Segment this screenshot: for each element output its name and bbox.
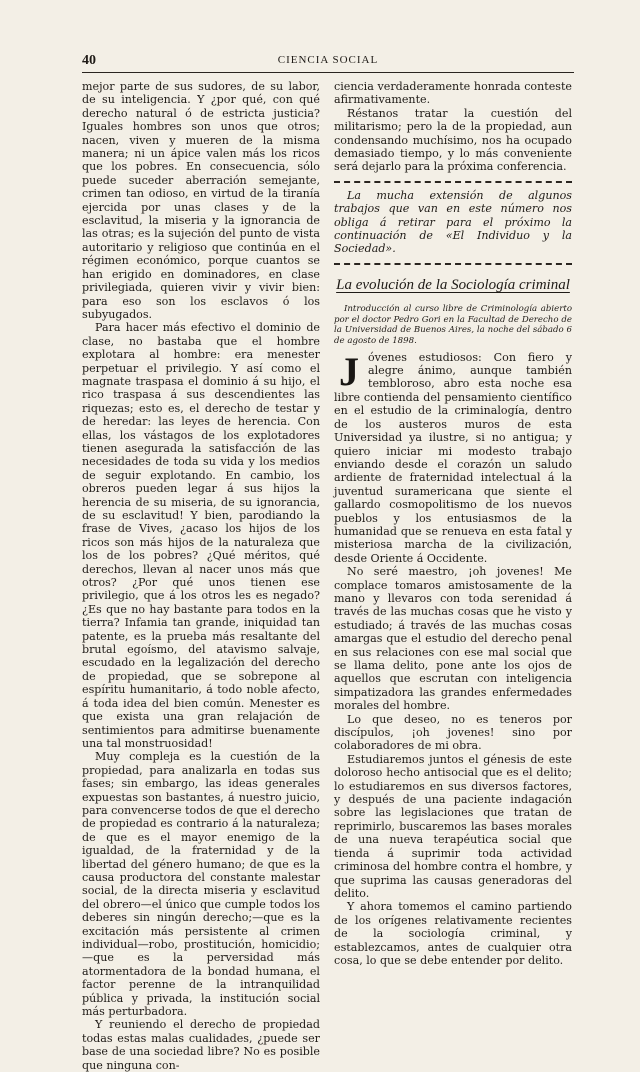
left-paragraph-2: Para hacer más efectivo el dominio de clase, no bastaba que el hombre explotara al hombre: era menester perpetuar el privilegio. Y así como el magnate traspasa el dominio á su hijo, el rico traspasa á sus descendientes las riquezas; esto es, el derecho de testar y de heredar: las leyes de herencia. Con ellas, los vástagos de los explotadores tienen asegurada la satisfacción de las necesidades de toda su vida y los medios de seguir explotando. En cambio, los obreros pueden legar á sus hijos la herencia de su miseria, de su ignorancia, de su esclavitud! Y bien, parodiando la frase de Vives, ¿acaso los hijos de los ricos son más hijos de la naturaleza que los de los pobres? ¿Qué méritos, qué derechos, llevan al nacer unos más que otros? ¿Por qué unos tienen ese privilegio, que á los otros les es negado? ¿Es que no hay bastante para todos en la tierra? Infamia tan grande, iniquidad tan patente, es la prueba más resaltante del brutal egoísmo, del atavismo salvaje, escudado en la legalización del derecho de propiedad, que se sobrepone al espíritu humanitario, á todo noble afecto, á toda idea del bien común. Menester es que exista una gran relajación de sentimientos para admitirse buenamente una tal monstruosidad! bbox=[82, 321, 320, 750]
left-column bbox=[82, 80, 320, 1072]
section-paragraph-3: Lo que deseo, no es teneros por discípulos, ¡oh jovenes! sino por colaboradores de mi obra. bbox=[334, 712, 572, 753]
running-title: CIENCIA SOCIAL bbox=[277, 54, 379, 66]
dashed-divider-bottom bbox=[334, 263, 572, 265]
editorial-notice bbox=[334, 189, 572, 256]
section-paragraph-5: Y ahora tomemos el camino partiendo de los orígenes relativamente recientes de la sociología criminal, y establezcamos, antes de cualquier otra cosa, lo que se debe entender por delito. bbox=[334, 900, 572, 967]
page-number: 40 bbox=[82, 53, 96, 68]
notice-text: La mucha extensión de algunos trabajos que van en este número nos obliga á retirar para el próximo la continuación de «El Individuo y la Sociedad». bbox=[334, 188, 572, 256]
drop-cap: J bbox=[339, 348, 359, 394]
section-title: La evolución de la Sociología criminal bbox=[336, 276, 570, 293]
right-paragraph-2: Réstanos tratar la cuestión del militarismo; pero la de la propiedad, aun condensando muchísimo, nos ha ocupado demasiado tiempo, y lo más conveniente será dejarlo para la próxima conferencia. bbox=[334, 106, 572, 174]
section-body bbox=[334, 348, 572, 968]
right-paragraph-1: ciencia verdaderamente honrada conteste afirmativamente. bbox=[334, 80, 572, 107]
section-subtitle bbox=[334, 304, 572, 346]
left-paragraph-1: mejor parte de sus sudores, de su labor, de su inteligencia. Y ¿por qué, con qué derecho natural ó de estricta justicia? Iguales hombres son unos que otros; nacen, viven y mueren de la misma manera; ni un ápice valen más los ricos que los pobres. En consecuencia, sólo puede suceder aberración semejante, crimen tan odioso, en virtud de la tiranía ejercida por unas clases y de la esclavitud, la miseria y la ignorancia de las otras; es la sujeción del punto de vista autoritario y religioso que continúa en el régimen económico, porque cuantos se han erigido en dominadores, en clase privilegiada, quieren vivir y vivir bien: para eso son los esclavos ó los subyugados. bbox=[82, 80, 320, 321]
section-paragraph-2: No seré maestro, ¡oh jovenes! Me complace tomaros amistosamente de la mano y llevaros con toda serenidad á través de las muchas cosas que he visto y estudiado; á través de las muchas cosas amargas que el estudio del derecho penal en sus relaciones con ese mal social que se llama delito, pone ante los ojos de aquellos que escrutan con inteligencia simpatizadora las grandes enfermedades morales del hombre. bbox=[334, 565, 572, 713]
subtitle-text: Introducción al curso libre de Criminología abierto por el doctor Pedro Gori en la Facultad de Derecho de la Universidad de Buenos Aires, la noche del sábado 6 de agosto de 1898. bbox=[334, 304, 572, 347]
dashed-divider-top bbox=[334, 181, 572, 183]
section-paragraph-4: Estudiaremos juntos el génesis de este doloroso hecho antisocial que es el delito; lo estudiaremos en sus diversos factores, y después de una paciente indagación sobre las legislaciones que tratan de reprimirlo, buscaremos las bases morales de una nueva terapéutica social que tienda á suprimir toda actividad criminosa del hombre contra el hombre, y que suprima las causas generadoras del delito. bbox=[334, 752, 572, 900]
right-column bbox=[334, 80, 572, 967]
page-header bbox=[82, 53, 574, 71]
left-paragraph-4: Y reuniendo el derecho de propiedad todas estas malas cualidades, ¿puede ser base de una sociedad libre? No es posible que ninguna con- bbox=[82, 1018, 320, 1072]
section-paragraph-1: óvenes estudiosos: Con fiero y alegre ánimo, aunque también tembloroso, abro esta noche esa libre contienda del pensamiento científico en el estudio de la criminalogía, dentro de los austeros muros de esta Universidad ya ilustre, si no antigua; y quiero iniciar mi modesto trabajo enviando desde el corazón un saludo ardiente de fraternidad intelectual á la juventud suramericana que siente el gallardo cosmopolitismo de los nuevos pueblos y los entusiasmos de la humanidad que se renueva en esta fatal y misteriosa marcha de la civilización, desde Oriente á Occidente. bbox=[334, 350, 572, 565]
header-rule bbox=[82, 72, 574, 73]
left-paragraph-3: Muy compleja es la cuestión de la propiedad, para analizarla en todas sus fases; sin embargo, las ideas generales expuestas son bastantes, á nuestro juicio, para convencerse todos de que el derecho de propiedad es contrario á la naturaleza; de que es el mayor enemigo de la igualdad, de la fraternidad y de la libertad del género humano; de que es la causa productora del constante malestar social, de la directa miseria y esclavitud del obrero—el único que cumple todos los deberes sin ningún derecho;—que es la excitación más persistente al crimen individual—robo, prostitución, homicidio;—que es la perversidad más atormentadora de la bondad humana, el factor perenne de la intranquilidad pública y privada, la institución social más perturbadora. bbox=[82, 750, 320, 1019]
